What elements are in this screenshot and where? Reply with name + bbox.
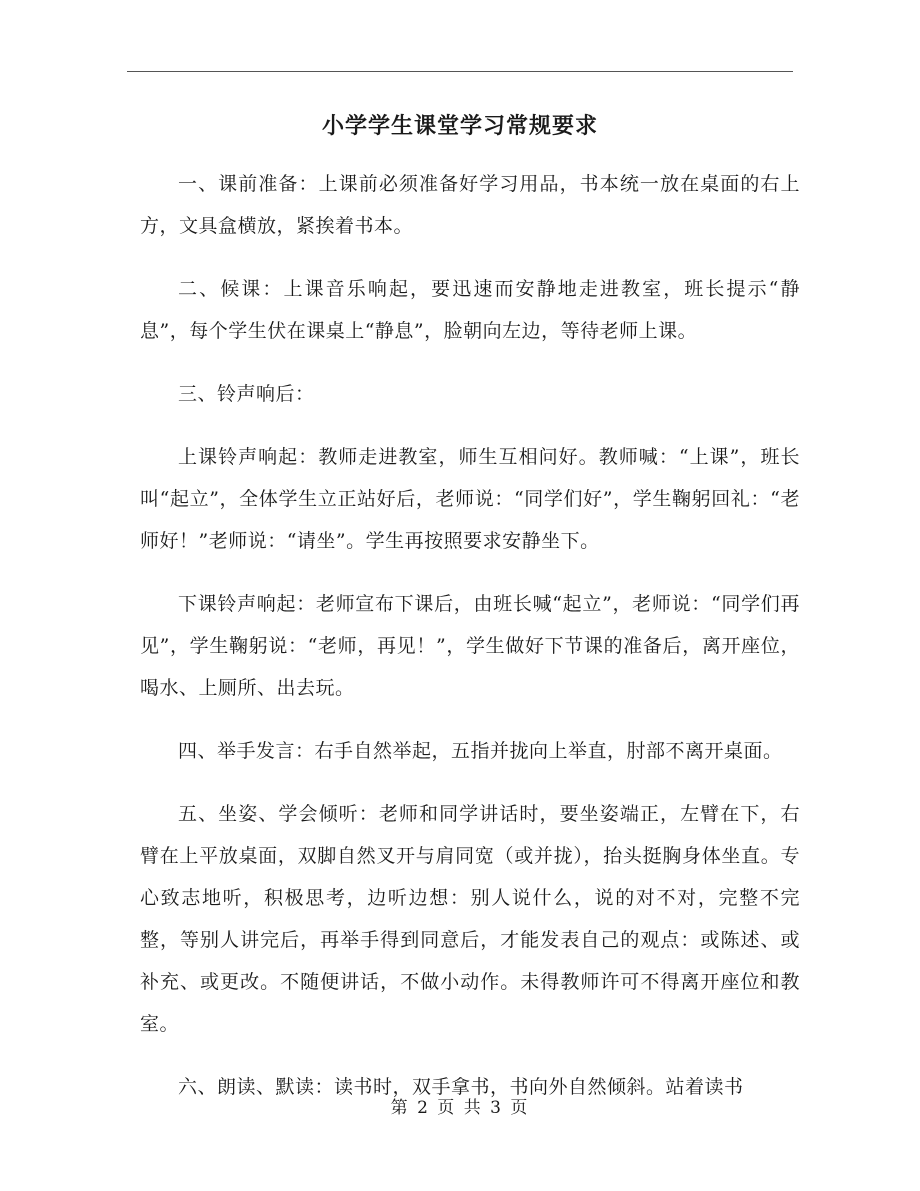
paragraph-6: 四、举手发言：右手自然举起，五指并拢向上举直，肘部不离开桌面。 xyxy=(178,740,783,762)
paragraph-1: 一、课前准备：上课前必须准备好学习用品，书本统一放在桌面的右上方，文具盒横放，紧挨着书本。 xyxy=(140,173,800,237)
paragraph-3: 三、铃声响后： xyxy=(178,383,315,405)
paragraph-2: 二、候课：上课音乐响起，要迅速而安静地走进教室，班长提示“静息”，每个学生伏在课桌上“静息”，脸朝向左边，等待老师上课。 xyxy=(140,278,800,342)
document-title: 小学学生课堂学习常规要求 xyxy=(321,113,598,139)
document-body xyxy=(140,163,800,1129)
paragraph-7: 五、坐姿、学会倾听：老师和同学讲话时，要坐姿端正，左臂在下，右臂在上平放桌面，双脚自然叉开与肩同宽（或并拢），抬头挺胸身体坐直。专心致志地听，积极思考，边听边想：别人说什么，说的对不对，完整不完整，等别人讲完后，再举手得到同意后，才能发表自己的观点：或陈述、或补充、或更改。不随便讲话，不做小动作。未得教师许可不得离开座位和教室。 xyxy=(140,803,800,1035)
paragraph-4: 上课铃声响起：教师走进教室，师生互相问好。教师喊：“上课”，班长叫“起立”，全体学生立正站好后，老师说：“同学们好”，学生鞠躬回礼：“老师好！”老师说：“请坐”。学生再按照要求安静坐下。 xyxy=(140,446,800,552)
page-number-footer: 第 2 页 共 3 页 xyxy=(390,1098,530,1118)
header-rule xyxy=(127,71,793,72)
paragraph-5: 下课铃声响起：老师宣布下课后，由班长喊“起立”，老师说：“同学们再见”，学生鞠躬说：“老师，再见！”，学生做好下节课的准备后，离开座位，喝水、上厕所、出去玩。 xyxy=(140,593,800,699)
paragraph-8: 六、朗读、默读：读书时，双手拿书，书向外自然倾斜。站着读书 xyxy=(178,1076,744,1098)
